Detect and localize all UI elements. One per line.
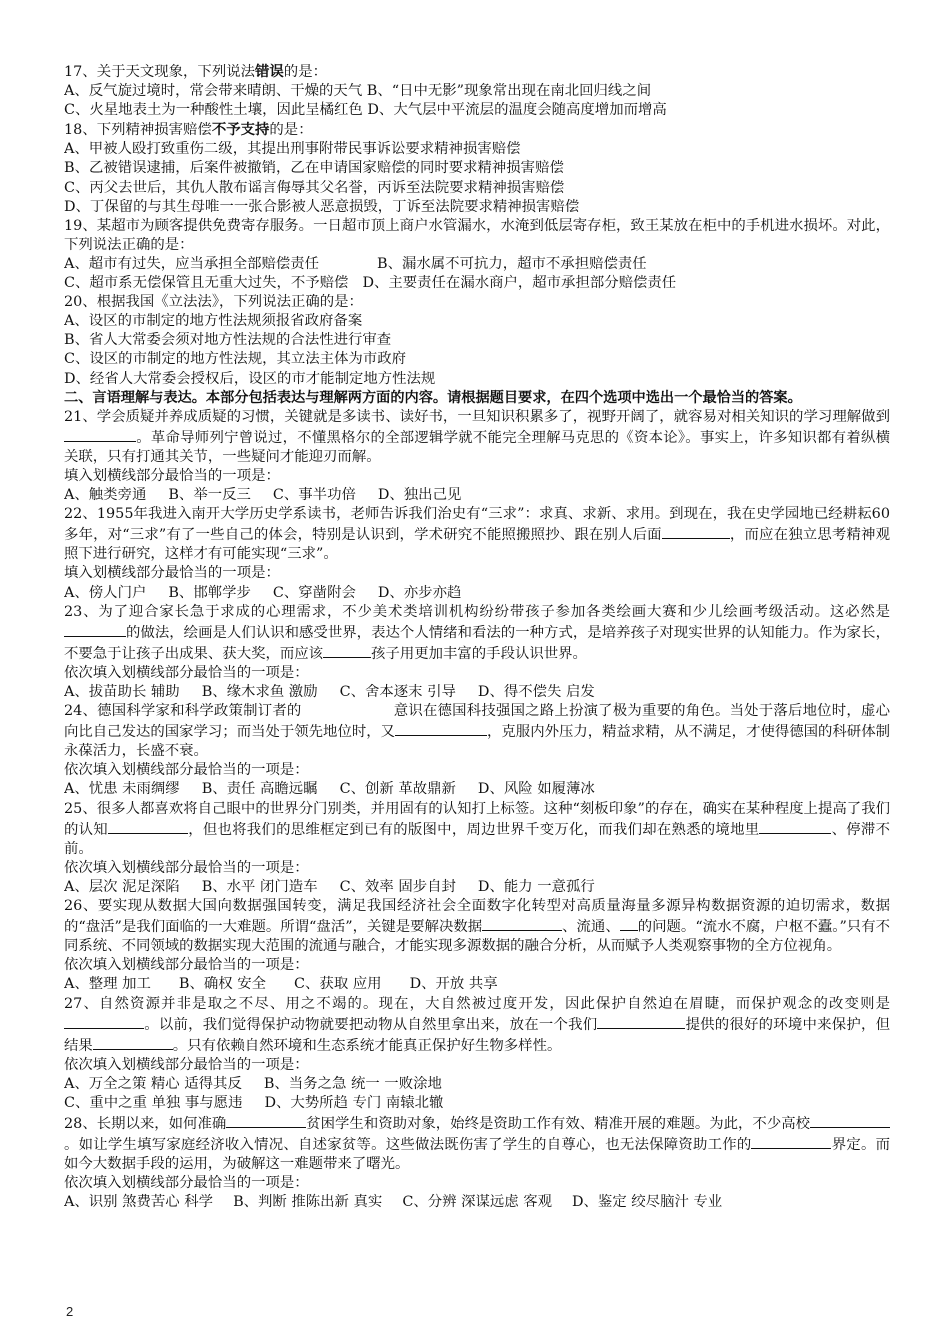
q25-options: A、层次 泥足深陷 B、水平 闭门造车 C、效率 固步自封 D、能力 一意孤行 <box>64 878 595 895</box>
q18-option-c: C、丙父去世后，其仇人散布谣言侮辱其父名誉，丙诉至法院要求精神损害赔偿 <box>64 179 565 196</box>
answer-blank <box>64 622 126 637</box>
q26-prompt: 依次填入划横线部分最恰当的一项是： <box>64 957 309 974</box>
section-2-heading: 二、言语理解与表达。本部分包括表达与理解两方面的内容。请根据题目要求，在四个选项中选出一个最恰当的答案。 <box>64 389 802 406</box>
q24-options: A、忧患 未雨绸缪 B、责任 高瞻远瞩 C、创新 革故鼎新 D、风险 如履薄冰 <box>64 781 595 798</box>
answer-blank <box>226 1113 306 1128</box>
q24-prompt: 依次填入划横线部分最恰当的一项是： <box>64 762 309 779</box>
emphasis-wrong: 错误 <box>255 63 284 80</box>
q17-options-ab: A、反气旋过境时，常会带来晴朗、干燥的天气 B、“日中无影”现象常出现在南北回归线之间 <box>64 83 652 100</box>
q19-stem: 19、某超市为顾客提供免费寄存服务。一日超市顶上商户水管漏水，水淹到低层寄存柜，致王某放在柜中的手机进水损坏。对此，下列说法正确的是： <box>64 217 890 253</box>
q28-prompt: 依次填入划横线部分最恰当的一项是： <box>64 1175 309 1192</box>
q28-options: A、识别 煞费苦心 科学 B、判断 推陈出新 真实 C、分辨 深谋远虑 客观 D、鉴定 绞尽脑汁 专业 <box>64 1194 723 1211</box>
q18-option-a: A、甲被人殴打致重伤二级，其提出刑事附带民事诉讼要求精神损害赔偿 <box>64 141 521 158</box>
answer-blank <box>759 819 831 834</box>
q22-options: A、傍人门户 B、邯郸学步 C、穿凿附会 D、亦步亦趋 <box>64 584 462 601</box>
q18-option-b: B、乙被错误逮捕，后案件被撤销，乙在申请国家赔偿的同时要求精神损害赔偿 <box>64 160 564 177</box>
answer-blank <box>482 916 562 931</box>
answer-blank <box>395 721 487 736</box>
q23-options: A、拔苗助长 辅助 B、缘木求鱼 激励 C、舍本逐末 引导 D、得不偿失 启发 <box>64 684 595 700</box>
q20-option-d: D、经省人大常委会授权后，设区的市才能制定地方性法规 <box>64 370 436 387</box>
answer-blank <box>597 1014 685 1029</box>
q23-text: 23、为了迎合家长急于求成的心理需求，不少美术类培训机构纷纷带孩子参加各类绘画大赛和少儿绘画考级活动。这必然是的做法，绘画是人们认识和感受世界，表达个人情绪和看法的一种方式，是培养孩子对现实世界的认知能力。作为家长，不要急于让孩子出成果、获大奖，而应该 孩子用更加丰富的手段认识世界。 <box>64 603 890 662</box>
answer-blank <box>93 1035 173 1050</box>
q28-text: 28、长期以来，如何准确 贫困学生和资助对象，始终是资助工作有效、精准开展的难题。为此，不少高校。如让学生填写家庭经济收入情况、自述家贫等。这些做法既伤害了学生的自尊心，也无法保障资助工作的 界定。而如今大数据手段的运用，为破解这一难题带来了曙光。 <box>64 1113 890 1174</box>
q26-text: 26、要实现从数据大国向数据强国转变，满足我国经济社会全面数字化转型对高质量海量多源异构数据资源的迫切需求，数据的“盘活”是我们面临的一大难题。所谓“盘活”，关键是要解决数据 、流通、 的问题。“流水不腐，户枢不蠹。”只有不同系统、不同领域的数据实现大范围的流通与融合，才能实现多源数据的融合分析，从而赋予人类观察事物的全方位视角。 <box>64 898 890 955</box>
q18-option-d: D、丁保留的与其生母唯一一张合影被人恶意损毁，丁诉至法院要求精神损害赔偿 <box>64 198 580 215</box>
q27-options-ab: A、万全之策 精心 适得其反 B、当务之急 统一 一败涂地 <box>64 1075 442 1092</box>
q20-option-a: A、设区的市制定的地方性法规须报省政府备案 <box>64 313 363 330</box>
q19-options-cd: C、超市系无偿保管且无重大过失，不予赔偿 D、主要责任在漏水商户，超市承担部分赔偿责任 <box>64 275 677 292</box>
q19-options-ab: A、超市有过失，应当承担全部赔偿责任 B、漏水属不可抗力，超市不承担赔偿责任 <box>64 255 647 272</box>
q20-stem: 20、根据我国《立法法》，下列说法正确的是： <box>64 294 363 311</box>
q20-option-b: B、省人大常委会须对地方性法规的合法性进行审查 <box>64 332 392 349</box>
q23-prompt: 依次填入划横线部分最恰当的一项是： <box>64 664 309 681</box>
answer-blank <box>620 916 638 931</box>
q22-prompt: 填入划横线部分最恰当的一项是： <box>64 565 280 582</box>
q22-text: 22、1955年我进入南开大学历史学系读书，老师告诉我们治史有“三求”：求真、求新、求用。到现在，我在史学园地已经耕耘60多年，对“三求”有了一些自己的体会，特别是认识到，学术研究不能照搬照抄、跟在别人后面 ，而应在独立思考精神观照下进行研究，这样才有可能实现“三求”。 <box>64 506 890 563</box>
q20-option-c: C、设区的市制定的地方性法规，其立法主体为市政府 <box>64 351 406 368</box>
emphasis-not-supported: 不予支持 <box>211 121 270 139</box>
q21-options: A、触类旁通 B、举一反三 C、事半功倍 D、独出己见 <box>64 487 462 504</box>
q27-prompt: 依次填入划横线部分最恰当的一项是： <box>64 1056 309 1073</box>
answer-blank <box>662 524 730 539</box>
q25-text: 25、很多人都喜欢将自己眼中的世界分门别类，并用固有的认知打上标签。这种“刻板印象”的存在，确实在某种程度上提高了我们的认知 ，但也将我们的思维框定到已有的版图中，周边世界千变万化，而我们却在熟悉的境地里 、停滞不前。 <box>64 800 890 857</box>
answer-blank <box>323 643 371 658</box>
answer-blank <box>751 1134 831 1149</box>
answer-blank <box>108 819 188 834</box>
answer-blank <box>810 1113 890 1128</box>
q21-text: 21、学会质疑并养成质疑的习惯，关键就是多读书、读好书，一旦知识积累多了，视野开阔了，就容易对相关知识的学习理解做到。革命导师列宁曾说过，不懂黑格尔的全部逻辑学就不能完全理解马克思的《资本论》。事实上，许多知识都有着纵横关联，只有打通其关节，一些疑问才能迎刃而解。 <box>64 408 890 465</box>
q18-stem: 18、下列精神损害赔偿不予支持的是： <box>64 121 313 139</box>
answer-blank <box>64 427 136 442</box>
q17-options-cd: C、火星地表土为一种酸性土壤，因此呈橘红色 D、大气层中平流层的温度会随高度增加而增高 <box>64 102 667 119</box>
q27-options-cd: C、重中之重 单独 事与愿违 D、大势所趋 专门 南辕北辙 <box>64 1094 444 1111</box>
q25-prompt: 依次填入划横线部分最恰当的一项是： <box>64 859 309 876</box>
q27-text: 27、自然资源并非是取之不尽、用之不竭的。现在，大自然被过度开发，因此保护自然迫在眉睫，而保护观念的改变则是。以前，我们觉得保护动物就要把动物从自然里拿出来，放在一个我们 提供的很好的环境中来保护，但结果 。只有依赖自然环境和生态系统才能真正保护好生物多样性。 <box>64 995 890 1054</box>
answer-blank <box>64 1014 144 1029</box>
q17-stem: 17、关于天文现象，下列说法错误的是： <box>64 63 327 80</box>
exam-page <box>64 62 890 1213</box>
q26-options: A、整理 加工 B、确权 安全 C、获取 应用 D、开放 共享 <box>64 976 498 993</box>
page-number: 2 <box>66 1304 74 1319</box>
q24-text: 24、德国科学家和科学政策制订者的 意识在德国科技强国之路上扮演了极为重要的角色。当处于落后地位时，虚心向比自己发达的国家学习；而当处于领先地位时，又 ，克服内外压力，精益求精，从不满足，才使得德国的科研体制永葆活力，长盛不衰。 <box>64 703 890 760</box>
q21-prompt: 填入划横线部分最恰当的一项是： <box>64 467 280 484</box>
